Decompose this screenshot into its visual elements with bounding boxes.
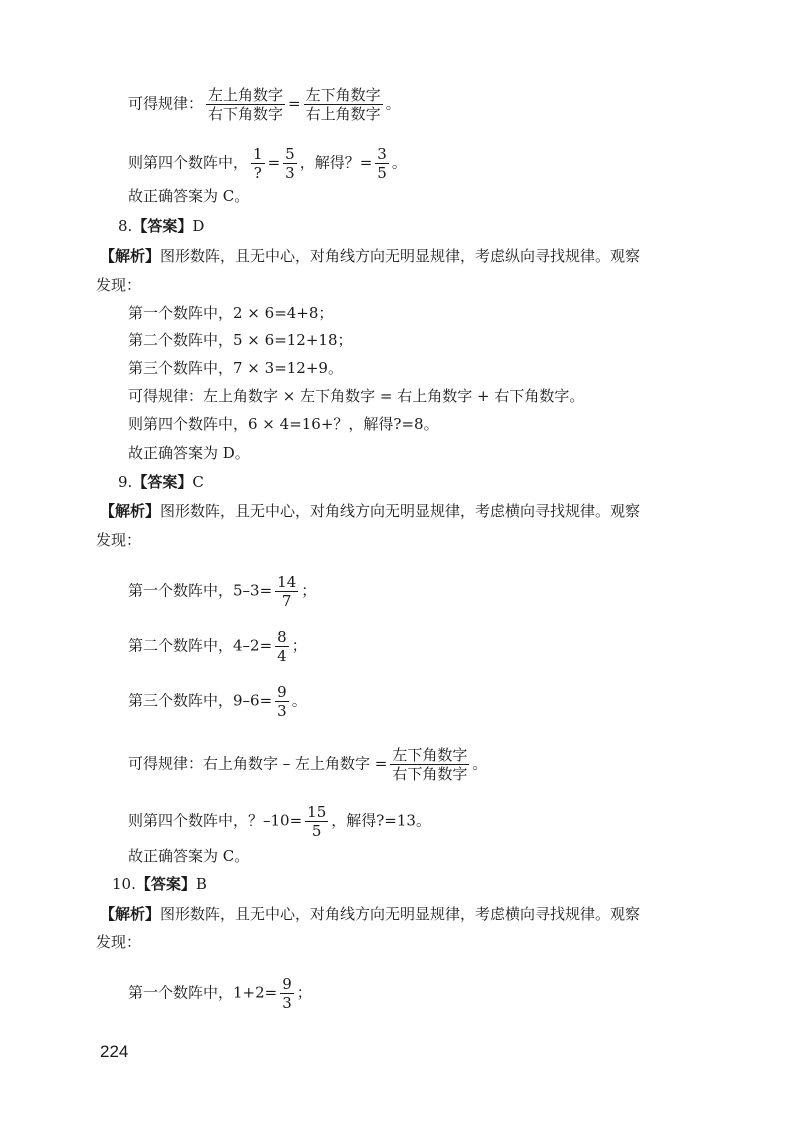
analysis-continuation: 发现：	[96, 276, 142, 294]
question-10-analysis	[100, 904, 640, 924]
text: ，解得？=	[299, 153, 373, 172]
text: 第三个数阵中，9–6=	[128, 691, 273, 710]
text: 第二个数阵中，4–2=	[128, 636, 273, 655]
numerator: 3	[377, 145, 387, 163]
step-line	[128, 683, 307, 720]
step-line: 第二个数阵中，5 × 6=12+18；	[128, 331, 353, 349]
numerator: 9	[282, 975, 292, 993]
denominator: 3	[277, 702, 287, 720]
step-line	[128, 628, 307, 665]
analysis-label: 【解析】	[100, 502, 161, 520]
numerator: 5	[285, 145, 295, 163]
fraction	[275, 628, 289, 665]
final-answer-7: 故正确答案为 C。	[128, 187, 250, 205]
analysis-text: 图形数阵，且无中心，对角线方向无明显规律，考虑横向寻找规律。观察	[160, 905, 641, 923]
denominator: 3	[282, 994, 292, 1012]
solve-line-1	[128, 145, 407, 182]
question-number: 10.	[112, 875, 136, 893]
text: ；	[296, 983, 312, 1002]
answer-label: 【答案】	[132, 217, 193, 235]
step-line: 第一个数阵中，2 × 6=4+8；	[128, 304, 334, 322]
numerator: 9	[277, 683, 287, 701]
equals: =	[267, 153, 281, 172]
text: ；	[291, 636, 307, 655]
fraction	[275, 683, 289, 720]
analysis-label: 【解析】	[100, 247, 161, 265]
rule-line	[128, 746, 487, 783]
final-answer: 故正确答案为 C。	[128, 847, 250, 865]
fraction	[275, 573, 298, 610]
numerator: 8	[277, 628, 287, 646]
analysis-text: 图形数阵，且无中心，对角线方向无明显规律，考虑纵向寻找规律。观察	[160, 247, 641, 265]
text: 则第四个数阵中，？–10=	[128, 811, 303, 830]
denominator: 右上角数字	[305, 105, 381, 123]
final-answer: 故正确答案为 D。	[128, 444, 250, 462]
denominator: 右下角数字	[392, 765, 468, 783]
question-9-answer	[118, 472, 204, 492]
question-number: 8.	[118, 217, 133, 235]
answer-label: 【答案】	[135, 875, 196, 893]
denominator: 5	[377, 164, 387, 182]
text: 第一个数阵中，1+2=	[128, 983, 278, 1002]
question-10-answer	[112, 874, 207, 894]
numerator: 左下角数字	[305, 86, 381, 104]
fraction	[390, 746, 469, 783]
page-number: 224	[100, 1042, 129, 1061]
denominator: 5	[311, 822, 322, 840]
question-8-analysis	[100, 246, 640, 266]
fraction	[305, 803, 328, 840]
denominator: 4	[277, 647, 287, 665]
equals: =	[288, 94, 301, 113]
text: 。	[391, 153, 407, 172]
denominator: 7	[281, 592, 292, 610]
text: ；	[301, 581, 317, 600]
question-number: 9.	[118, 473, 133, 491]
step-line	[128, 573, 316, 610]
fraction	[304, 86, 383, 123]
numerator: 左下角数字	[392, 746, 468, 764]
fraction	[375, 145, 389, 182]
answer-value: D	[192, 217, 205, 235]
answer-label: 【答案】	[132, 473, 193, 491]
fraction	[251, 145, 265, 182]
numerator: 1	[253, 145, 263, 163]
text: 。	[291, 691, 307, 710]
text: 可得规律：	[128, 94, 204, 113]
question-9-analysis	[100, 501, 640, 521]
denominator: 右下角数字	[208, 105, 284, 123]
numerator: 14	[277, 573, 297, 591]
analysis-continuation: 发现：	[96, 933, 142, 951]
analysis-label: 【解析】	[100, 905, 161, 923]
fraction	[280, 975, 294, 1012]
rule-line: 可得规律：左上角数字 × 左下角数字 = 右上角数字 + 右下角数字。	[128, 387, 585, 405]
solve-line	[128, 803, 431, 840]
analysis-text: 图形数阵，且无中心，对角线方向无明显规律，考虑横向寻找规律。观察	[160, 502, 641, 520]
fraction	[206, 86, 285, 123]
step-line	[128, 975, 312, 1012]
text: ，解得?=13。	[331, 811, 431, 830]
numerator: 左上角数字	[208, 86, 284, 104]
text: 。	[472, 754, 488, 773]
solve-line: 则第四个数阵中，6 × 4=16+？，解得?=8。	[128, 415, 439, 433]
numerator: 15	[307, 803, 327, 821]
answer-value: C	[192, 473, 204, 491]
text: 可得规律：右上角数字 – 左上角数字 =	[128, 754, 388, 773]
question-8-answer	[118, 216, 204, 236]
denominator: ?	[253, 164, 262, 182]
text: 第一个数阵中，5–3=	[128, 581, 273, 600]
answer-value: B	[195, 875, 207, 893]
rule-line-1	[128, 86, 401, 123]
text: 则第四个数阵中，	[128, 153, 249, 172]
fraction	[283, 145, 297, 182]
step-line: 第三个数阵中，7 × 3=12+9。	[128, 359, 343, 377]
analysis-continuation: 发现：	[96, 531, 142, 549]
text: 。	[385, 94, 401, 113]
denominator: 3	[285, 164, 295, 182]
